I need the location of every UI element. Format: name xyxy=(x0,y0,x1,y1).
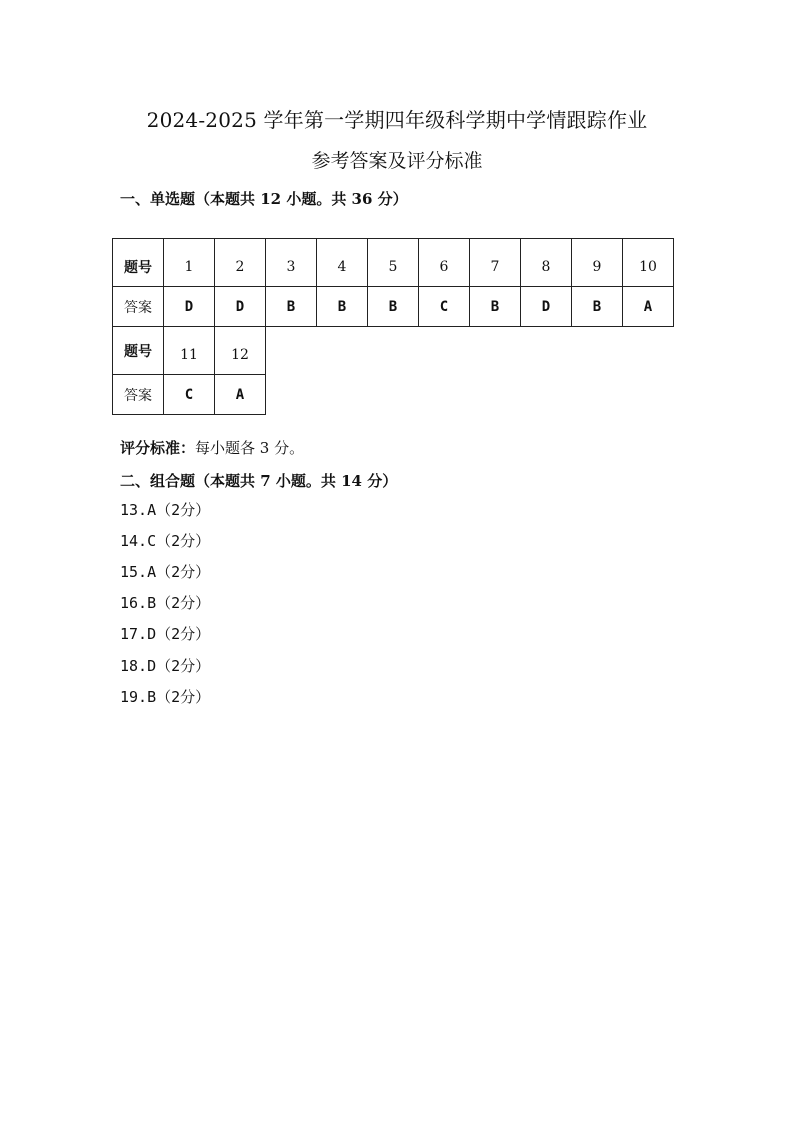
question-number: 7 xyxy=(470,239,521,287)
answer-cell: D xyxy=(164,287,215,327)
question-number: 9 xyxy=(572,239,623,287)
answer-cell: D xyxy=(215,287,266,327)
combo-answer-item: 16.B（2分） xyxy=(120,594,211,612)
question-number: 4 xyxy=(317,239,368,287)
answer-cell: D xyxy=(521,287,572,327)
document-title: 2024-2025 学年第一学期四年级科学期中学情跟踪作业 xyxy=(146,108,648,132)
answer-cell: B xyxy=(317,287,368,327)
answer-cell: B xyxy=(266,287,317,327)
answer-cell: A xyxy=(215,375,266,415)
scoring-note xyxy=(120,437,304,458)
section-1-heading: 一、单选题（本题共 12 小题。共 36 分） xyxy=(120,190,408,208)
answer-table xyxy=(112,238,674,415)
table-row-numbers-2 xyxy=(113,327,674,375)
question-number: 5 xyxy=(368,239,419,287)
row-label-answer: 答案 xyxy=(113,375,164,415)
question-number: 11 xyxy=(164,327,215,375)
row-label-number: 题号 xyxy=(113,239,164,287)
row-label-answer: 答案 xyxy=(113,287,164,327)
answer-cell: A xyxy=(623,287,674,327)
question-number: 1 xyxy=(164,239,215,287)
combo-answer-item: 13.A（2分） xyxy=(120,501,211,519)
question-number: 3 xyxy=(266,239,317,287)
answer-cell: B xyxy=(368,287,419,327)
combo-answer-item: 15.A（2分） xyxy=(120,563,211,581)
question-number: 10 xyxy=(623,239,674,287)
combo-answer-item: 14.C（2分） xyxy=(120,532,211,550)
question-number: 12 xyxy=(215,327,266,375)
scoring-label: 评分标准： xyxy=(120,439,196,457)
answer-cell: B xyxy=(572,287,623,327)
table-row-numbers-1 xyxy=(113,239,674,287)
document-subtitle: 参考答案及评分标准 xyxy=(311,150,483,172)
section-2-heading: 二、组合题（本题共 7 小题。共 14 分） xyxy=(120,472,398,490)
table-row-answers-1 xyxy=(113,287,674,327)
row-label-number: 题号 xyxy=(113,327,164,375)
empty-cell xyxy=(266,375,674,415)
combo-answer-item: 18.D（2分） xyxy=(120,657,211,675)
table-row-answers-2 xyxy=(113,375,674,415)
answer-cell: C xyxy=(164,375,215,415)
question-number: 6 xyxy=(419,239,470,287)
empty-cell xyxy=(266,327,674,375)
question-number: 2 xyxy=(215,239,266,287)
question-number: 8 xyxy=(521,239,572,287)
combo-answer-item: 17.D（2分） xyxy=(120,625,211,643)
combo-answer-item: 19.B（2分） xyxy=(120,688,211,706)
answer-cell: C xyxy=(419,287,470,327)
scoring-text: 每小题各 3 分。 xyxy=(195,439,305,457)
answer-cell: B xyxy=(470,287,521,327)
